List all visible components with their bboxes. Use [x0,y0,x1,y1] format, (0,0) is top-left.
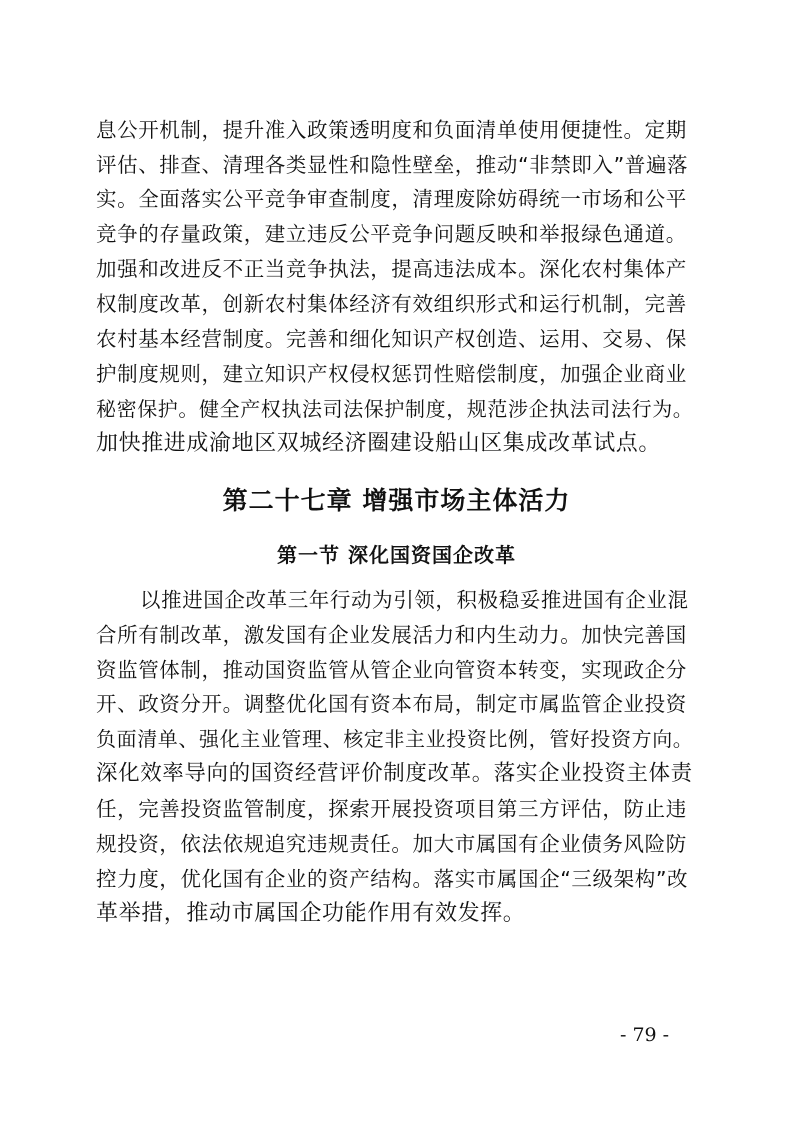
paragraph-line: 资监管体制，推动国资监管从管企业向管资本转变，实现政企分 [96,658,687,682]
paragraph-line: 合所有制改革，激发国有企业发展活力和内生动力。加快完善国 [96,623,687,647]
paragraph-line: 息公开机制，提升准入政策透明度和负面清单使用便捷性。定期 [96,118,687,142]
paragraph-line: 开、政资分开。调整优化国有资本布局，制定市属监管企业投资 [96,692,687,716]
paragraph-line: 权制度改革，创新农村集体经济有效组织形式和运行机制，完善 [96,292,687,316]
paragraph-line: 控力度，优化国有企业的资产结构。落实市属国企“三级架构”改 [96,867,689,891]
paragraph-line: 加快推进成渝地区双城经济圈建设船山区集成改革试点。 [96,431,662,456]
paragraph-line: 任，完善投资监管制度，探索开展投资项目第三方评估，防止违 [96,797,687,821]
paragraph-line: 加强和改进反不正当竞争执法，提高违法成本。深化农村集体产 [96,257,687,281]
section-title: 第一节 深化国资国企改革 [277,543,516,567]
paragraph-line: 农村基本经营制度。完善和细化知识产权创造、运用、交易、保 [96,327,687,351]
paragraph-line: 秘密保护。健全产权执法司法保护制度，规范涉企执法司法行为。 [96,397,694,421]
paragraph-line: 负面清单、强化主业管理、核定非主业投资比例，管好投资方向。 [96,727,694,751]
page-number: - 79 - [620,1024,670,1046]
paragraph-line: 实。全面落实公平竞争审查制度，清理废除妨碍统一市场和公平 [96,187,687,211]
paragraph-line: 深化效率导向的国资经营评价制度改革。落实企业投资主体责 [96,761,693,786]
paragraph-line: 护制度规则，建立知识产权侵权惩罚性赔偿制度，加强企业商业 [96,362,687,386]
paragraph-line: 规投资，依法依规追究违规责任。加大市属国有企业债务风险防 [96,832,687,856]
chapter-title: 第二十七章 增强市场主体活力 [222,486,571,515]
paragraph-line: 竞争的存量政策，建立违反公平竞争问题反映和举报绿色通道。 [96,222,687,246]
paragraph-line: 以推进国企改革三年行动为引领，积极稳妥推进国有企业混 [140,588,689,612]
paragraph-line: 革举措，推动市属国企功能作用有效发挥。 [96,901,526,926]
paragraph-line: 评估、排查、清理各类显性和隐性壁垒，推动“非禁即入”普遍落 [96,153,689,177]
